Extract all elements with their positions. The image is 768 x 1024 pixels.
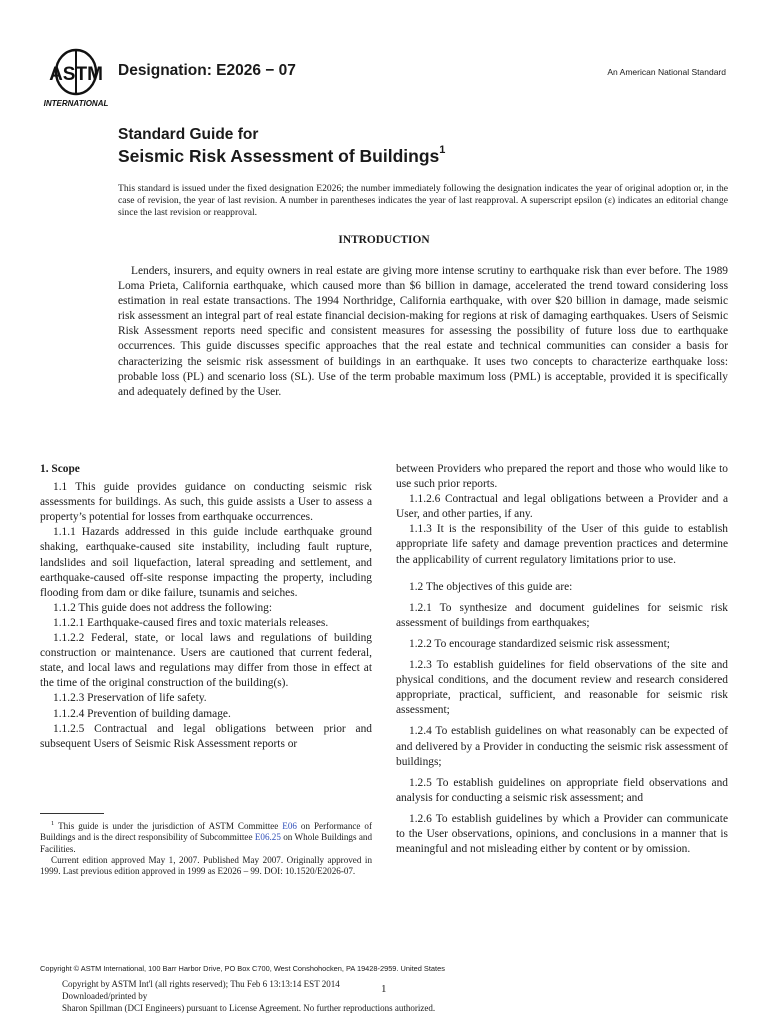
left-column	[40, 462, 372, 752]
page-number: 1	[381, 983, 387, 995]
title-line1: Standard Guide for	[118, 126, 259, 143]
standard-notice: This standard is issued under the fixed designation E2026; the number immediately following the designation indicates the year of original adoption or, in the case of revision, the year of last revision. A number in parentheses indicates the year of last reapproval. A superscript epsilon (ε) indicates an editorial change since the last revision or reapproval.	[118, 183, 728, 218]
license-line: Sharon Spillman (DCI Engineers) pursuant to License Agreement. No further reproductions authorized.	[62, 1003, 436, 1014]
svg-text:INTERNATIONAL: INTERNATIONAL	[43, 99, 109, 108]
paragraph-1-1-3: 1.1.3 It is the responsibility of the User of this guide to establish appropriate life safety and damage prevention practices and determine the applicability of current regulatory limitations prior to use.	[396, 523, 728, 566]
paragraph-1-2: 1.2 The objectives of this guide are:	[409, 580, 573, 593]
scope-heading: 1. Scope	[40, 463, 80, 475]
subcommittee-e06-25-link[interactable]: E06.25	[254, 832, 281, 843]
paragraph-1-2-6: 1.2.6 To establish guidelines by which a Provider can communicate to the User observations, opinions, and conclusions in a manner that is meaningful and not misleading either by content or by omission.	[396, 812, 728, 856]
american-national-standard-label: An American National Standard	[607, 67, 726, 77]
svg-text:ASTM: ASTM	[49, 64, 103, 85]
paragraph-1-2-4: 1.2.4 To establish guidelines on what reasonably can be expected of and delivered by a Provider in conducting the seismic risk assessment of buildings;	[396, 725, 728, 768]
right-column	[396, 462, 728, 857]
paragraph-1-1-2-6: 1.1.2.6 Contractual and legal obligations between a Provider and a User, and other parties, if any.	[396, 493, 728, 521]
paragraph-1-2-3: 1.2.3 To establish guidelines for field observations of the site and physical conditions, and the document review and research considered appropriate, practical, sufficient, and reasonable for seismic risk assessment;	[396, 659, 728, 717]
paragraph-1-2-5: 1.2.5 To establish guidelines on appropriate field observations and analysis for conducting a seismic risk assessment; and	[396, 776, 728, 804]
paragraph-1-1: 1.1 This guide provides guidance on conducting seismic risk assessments for buildings. As such, this guide assists a User to assess a property’s potential for losses from earthquake occurrences.	[40, 481, 372, 524]
paragraph-1-1-2-1: 1.1.2.1 Earthquake-caused fires and toxic materials releases.	[53, 616, 329, 629]
paragraph-1-1-2-5-continued: between Providers who prepared the report and those who would like to use such prior reports.	[396, 463, 728, 491]
paragraph-1-1-2-4: 1.1.2.4 Prevention of building damage.	[53, 707, 231, 720]
license-line: Downloaded/printed by	[62, 991, 148, 1002]
copyright-line: Copyright © ASTM International, 100 Barr Harbor Drive, PO Box C700, West Conshohocken, PA 19428-2959. United States	[40, 964, 445, 973]
paragraph-1-2-1: 1.2.1 To synthesize and document guidelines for seismic risk assessment of buildings from earthquakes;	[396, 601, 728, 629]
title-footnote-mark: 1	[439, 144, 446, 157]
introduction-heading: INTRODUCTION	[338, 234, 430, 246]
license-block	[62, 978, 435, 1015]
paragraph-1-1-2-3: 1.1.2.3 Preservation of life safety.	[53, 692, 207, 705]
paragraph-1-1-2-5: 1.1.2.5 Contractual and legal obligations between prior and subsequent Users of Seismic Risk Assessment reports or	[40, 722, 372, 750]
paragraph-1-1-2: 1.1.2 This guide does not address the following:	[53, 601, 273, 614]
footnotes	[40, 818, 372, 878]
paragraph-1-1-1: 1.1.1 Hazards addressed in this guide include earthquake ground shaking, earthquake-caused site instability, including fault rupture, landslides and soil liquefaction, lateral spreading and settlement, and earthquake-caused off-site response impacting the property, including flooding from dam or dike failure, tsunamis and seiches.	[40, 526, 372, 599]
committee-e06-link[interactable]: E06	[282, 821, 297, 832]
footnote-divider	[40, 813, 104, 814]
designation: Designation: E2026 − 07	[118, 62, 296, 79]
astm-logo	[40, 46, 112, 108]
page-title: Seismic Risk Assessment of Buildings$^1$	[118, 144, 446, 166]
paragraph-1-1-2-2: 1.1.2.2 Federal, state, or local laws and regulations of building construction or maintenance. Users are cautioned that current federal, state, and local laws and regulations may differ from those in effect at the time of the original construction of the building(s).	[40, 632, 372, 690]
license-line: Copyright by ASTM Int'l (all rights reserved); Thu Feb 6 13:13:14 EST 2014	[62, 979, 340, 989]
footnote-mark: 1	[51, 820, 55, 827]
footnote-edition: Current edition approved May 1, 2007. Published May 2007. Originally approved in 1999. Last previous edition approved in 1999 as E2026 – 99. DOI: 10.1520/E2026-07.	[40, 854, 372, 877]
introduction-body: Lenders, insurers, and equity owners in real estate are giving more intense scrutiny to earthquake risk than ever before. The 1989 Loma Prieta, California earthquake, which caused more than $6 billion in damage, accelerated the trend toward considering loss estimation in real estate transactions. The 1994 Northridge, California earthquake, with over $20 billion in damage, made seismic risk assessment an integral part of real estate financial decision-making for regions at risk of damaging earthquakes. Users of Seismic Risk Assessment reports need specific and consistent measures for assessing the possibility of future loss due to earthquake occurrences. This guide discusses specific approaches that the real estate and technical communities can consider a basis for characterizing the seismic risk assessment of buildings in an earthquake. It uses two concepts to characterize earthquake loss: probable loss (PL) and scenario loss (SL). Use of the term probable maximum loss (PML) is acceptable, provided it is specifically and adequately defined by the User.	[118, 265, 728, 398]
footnote-1: $^1$ This guide is under the jurisdiction of ASTM Committee E06 on Performance of Buildings and is the direct responsibility of Subcommittee E06.25 on Whole Buildings and Facilities.	[40, 820, 373, 854]
paragraph-1-2-2: 1.2.2 To encourage standardized seismic risk assessment;	[409, 637, 670, 650]
